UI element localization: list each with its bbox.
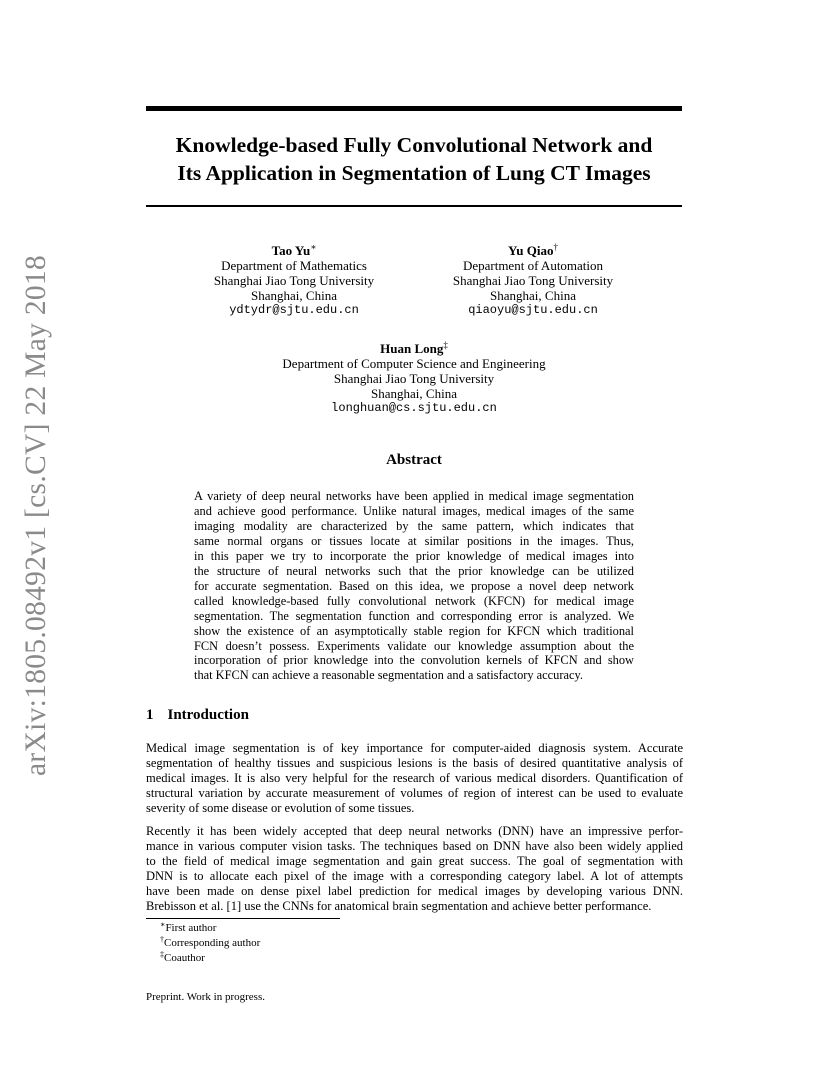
author-institution: Shanghai Jiao Tong University <box>333 371 495 386</box>
abstract-line: segmentation. The segmentation function and corresponding error is analyzed. We <box>194 608 634 623</box>
author-department: Department of Computer Science and Engineering <box>282 356 546 371</box>
paragraph-line: Recently it has been widely accepted that deep neural networks (DNN) have an impressive perfor- <box>146 824 683 838</box>
abstract-line: incorporation of prior knowledge into the convolution kernels of KFCN and show <box>194 653 634 668</box>
paragraph-line: to the field of medical image segmentation and gain great success. The goal of segmentation with <box>146 854 683 868</box>
abstract-line: FCN doesn’t possess. Experiments validate our knowledge assumption about the <box>194 638 634 653</box>
introduction-paragraph-1 <box>146 741 683 816</box>
section-number: 1 <box>146 707 154 723</box>
abstract-line: the structure of neural networks such that the prior knowledge can be utilized <box>194 563 634 578</box>
footnote-mark: ‡ <box>160 949 164 959</box>
abstract-line: show the existence of an asymptotically stable region for KFCN which traditional <box>194 623 634 638</box>
author-location: Shanghai, China <box>371 386 457 401</box>
author-department: Department of Automation <box>462 258 604 273</box>
author-name: Tao Yu∗ <box>271 242 317 258</box>
title-bottom-rule <box>146 205 682 207</box>
author-email: qiaoyu@sjtu.edu.cn <box>468 303 598 317</box>
author-location: Shanghai, China <box>490 288 576 303</box>
paragraph-line: Medical image segmentation is of key importance for computer-aided diagnosis system. Accurate <box>146 741 683 755</box>
paragraph-line: medical images. It is also very helpful for the research of various medical disorders. Quantification of <box>146 771 683 785</box>
abstract-line: and achieve good performance. Unlike natural images, medical images of the same <box>194 503 634 518</box>
paragraph-line: mance in various computer vision tasks. The techniques based on DNN have also been widely applied <box>146 839 683 853</box>
footnote-rule <box>146 918 340 919</box>
footnote-coauthor: ‡Coauthor <box>160 949 205 964</box>
paragraph-line: DNN is to allocate each pixel of the image with a corresponding category label. A lot of attempts <box>146 869 683 883</box>
author-email: longhuan@cs.sjtu.edu.cn <box>331 401 497 415</box>
author-mark: † <box>553 242 558 252</box>
title-top-rule <box>146 106 682 111</box>
paragraph-line: segmentation of healthy tissues and suspicious lesions is the basis of desired quantitative analysis of <box>146 756 683 770</box>
preprint-note: Preprint. Work in progress. <box>146 991 265 1003</box>
abstract-heading: Abstract <box>386 452 442 468</box>
author-mark: ‡ <box>443 340 448 350</box>
title-line-1: Knowledge-based Fully Convolutional Network and <box>175 133 653 157</box>
abstract-body <box>194 489 634 683</box>
section-heading-introduction <box>146 707 249 724</box>
abstract-line: imaging modality are characterized by the same pattern, which indicates that <box>194 518 634 533</box>
arxiv-identifier-sidebar <box>17 254 57 776</box>
paragraph-line: structural variation by accurate measurement of volumes of region of interest can be used to evaluate <box>146 786 683 800</box>
paper-title <box>146 131 682 187</box>
author-institution: Shanghai Jiao Tong University <box>452 273 614 288</box>
paragraph-line: severity of some disease or evolution of some tissues. <box>146 801 415 815</box>
paragraph-line: have been made on dense pixel label prediction for medical images by developing various DNN. <box>146 884 683 898</box>
abstract-line: called knowledge-based fully convolutional network (KFCN) for medical image <box>194 593 634 608</box>
author-email: ydtydr@sjtu.edu.cn <box>229 303 359 317</box>
footnote-corresponding-author: †Corresponding author <box>160 934 261 949</box>
author-block-yu-qiao <box>433 243 633 318</box>
abstract-line: A variety of deep neural networks have been applied in medical image segmentation <box>194 489 634 503</box>
footnotes <box>160 921 260 965</box>
author-location: Shanghai, China <box>251 288 337 303</box>
paragraph-line: Brebisson et al. [1] use the CNNs for anatomical brain segmentation and achieve better performance. <box>146 899 652 913</box>
abstract-line: same normal organs or tissues locate at similar positions in the images. Thus, <box>194 533 634 548</box>
author-institution: Shanghai Jiao Tong University <box>213 273 375 288</box>
footnote-first-author: ∗First author <box>160 920 217 934</box>
abstract-line: that KFCN can achieve a reasonable segmentation and a satisfactory accuracy. <box>194 668 583 683</box>
author-mark: ∗ <box>310 242 317 252</box>
title-line-2: Its Application in Segmentation of Lung CT Images <box>177 161 651 185</box>
abstract-line: for accurate segmentation. Based on this idea, we propose a novel deep network <box>194 578 634 593</box>
footnote-mark: ∗ <box>160 920 166 929</box>
author-name: Huan Long‡ <box>380 340 448 356</box>
footnote-mark: † <box>160 934 164 944</box>
arxiv-identifier: arXiv:1805.08492v1 [cs.CV] 22 May 2018 <box>20 254 53 776</box>
section-title: Introduction <box>167 707 249 723</box>
abstract-line: in this paper we try to incorporate the prior knowledge of medical images into <box>194 548 634 563</box>
author-block-tao-yu <box>194 243 394 318</box>
introduction-paragraph-2 <box>146 824 683 914</box>
author-department: Department of Mathematics <box>221 258 367 273</box>
author-name: Yu Qiao† <box>508 242 558 258</box>
author-block-huan-long <box>264 341 564 416</box>
